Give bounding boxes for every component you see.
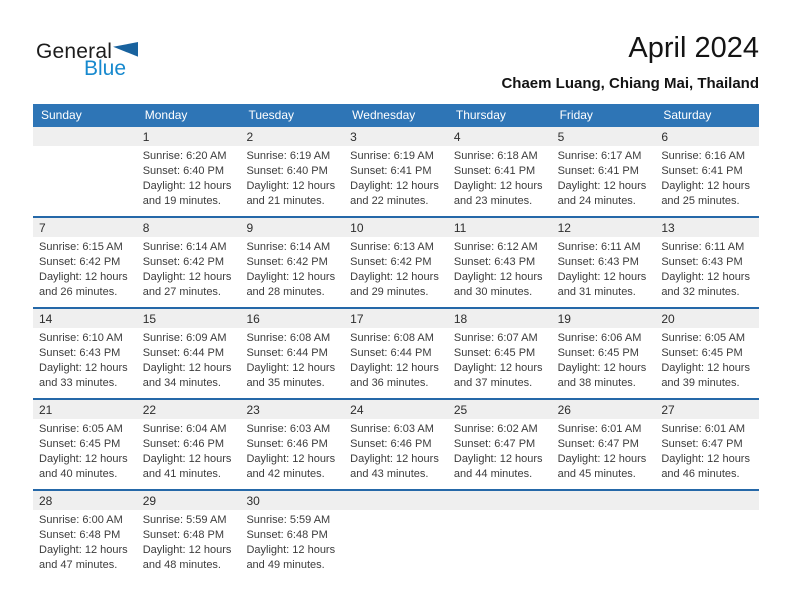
empty-day-cell xyxy=(448,510,552,573)
day-number-band xyxy=(33,127,759,146)
weekday-header-thursday: Thursday xyxy=(455,108,506,122)
sunset-text: Sunset: 6:45 PM xyxy=(557,347,639,359)
day-number-29: 29 xyxy=(142,494,157,508)
sunset-text: Sunset: 6:40 PM xyxy=(246,165,328,177)
day-number-16: 16 xyxy=(246,312,260,326)
week-row-5 xyxy=(33,489,759,580)
day-number-25: 25 xyxy=(453,403,468,417)
day-number-13: 13 xyxy=(661,221,675,235)
sunset-text: Sunset: 6:48 PM xyxy=(142,529,225,541)
daylight-line-1: Daylight: 12 hours xyxy=(557,271,647,283)
day-cell-4 xyxy=(448,146,552,209)
sunset-text: Sunset: 6:42 PM xyxy=(350,256,432,268)
weekday-header-row xyxy=(33,104,759,127)
day-number-21: 21 xyxy=(39,403,53,417)
day-cell-10 xyxy=(344,237,448,300)
daylight-line-2: and 27 minutes. xyxy=(142,286,221,298)
day-cell-5 xyxy=(552,146,656,209)
sunrise-text: Sunrise: 6:08 AM xyxy=(246,332,331,344)
day-number-27: 27 xyxy=(661,403,675,417)
logo-text-general: General xyxy=(36,40,113,63)
daylight-line-1: Daylight: 12 hours xyxy=(350,453,439,465)
day-number-band xyxy=(33,218,759,237)
weekday-header-saturday: Saturday xyxy=(663,108,712,122)
sunset-text: Sunset: 6:41 PM xyxy=(350,165,432,177)
daylight-line-1: Daylight: 12 hours xyxy=(661,362,750,374)
daylight-line-2: and 28 minutes. xyxy=(246,286,325,298)
empty-day-cell xyxy=(655,510,759,573)
sunset-text: Sunset: 6:45 PM xyxy=(453,347,536,359)
day-number-band xyxy=(33,491,759,510)
empty-day-cell xyxy=(33,146,137,209)
daylight-line-1: Daylight: 12 hours xyxy=(453,180,543,192)
day-cell-18 xyxy=(448,328,552,391)
empty-day-number-cell xyxy=(655,491,759,510)
day-cell-22 xyxy=(137,419,241,482)
daylight-line-1: Daylight: 12 hours xyxy=(39,453,128,465)
daylight-line-1: Daylight: 12 hours xyxy=(246,362,336,374)
day-cell-2 xyxy=(240,146,344,209)
day-number-30: 30 xyxy=(246,494,260,508)
sunset-text: Sunset: 6:48 PM xyxy=(39,529,121,541)
day-cell-17 xyxy=(344,328,448,391)
sunset-text: Sunset: 6:46 PM xyxy=(142,438,225,450)
sunset-text: Sunset: 6:41 PM xyxy=(557,165,639,177)
day-cell-26 xyxy=(552,419,656,482)
day-cell-9 xyxy=(240,237,344,300)
sunrise-text: Sunrise: 5:59 AM xyxy=(246,514,331,526)
daylight-line-2: and 23 minutes. xyxy=(453,195,533,207)
day-number-11: 11 xyxy=(453,221,467,235)
daylight-line-2: and 19 minutes. xyxy=(142,195,221,207)
sunset-text: Sunset: 6:47 PM xyxy=(557,438,639,450)
daylight-line-1: Daylight: 12 hours xyxy=(142,544,232,556)
daylight-line-2: and 39 minutes. xyxy=(661,377,740,389)
sunrise-text: Sunrise: 6:02 AM xyxy=(453,423,538,435)
daylight-line-2: and 47 minutes. xyxy=(39,559,118,571)
week-row-1 xyxy=(33,127,759,216)
daylight-line-1: Daylight: 12 hours xyxy=(246,544,336,556)
day-cell-12 xyxy=(552,237,656,300)
day-cell-29 xyxy=(137,510,241,573)
sunset-text: Sunset: 6:43 PM xyxy=(557,256,639,268)
sunset-text: Sunset: 6:48 PM xyxy=(246,529,328,541)
day-cell-1 xyxy=(137,146,241,209)
day-content-row xyxy=(33,237,759,307)
daylight-line-1: Daylight: 12 hours xyxy=(557,453,647,465)
daylight-line-2: and 21 minutes. xyxy=(246,195,325,207)
day-cell-15 xyxy=(137,328,241,391)
sunset-text: Sunset: 6:44 PM xyxy=(142,347,225,359)
sunrise-text: Sunrise: 6:08 AM xyxy=(350,332,434,344)
sunset-text: Sunset: 6:41 PM xyxy=(661,165,743,177)
daylight-line-2: and 35 minutes. xyxy=(246,377,325,389)
sunrise-text: Sunrise: 6:13 AM xyxy=(350,241,434,253)
day-number-band xyxy=(33,309,759,328)
daylight-line-1: Daylight: 12 hours xyxy=(350,180,439,192)
sunrise-text: Sunrise: 6:05 AM xyxy=(661,332,746,344)
sunrise-text: Sunrise: 6:09 AM xyxy=(142,332,227,344)
daylight-line-1: Daylight: 12 hours xyxy=(142,362,232,374)
sunset-text: Sunset: 6:46 PM xyxy=(350,438,432,450)
sunrise-text: Sunrise: 6:17 AM xyxy=(557,150,642,162)
daylight-line-2: and 34 minutes. xyxy=(142,377,221,389)
daylight-line-2: and 38 minutes. xyxy=(557,377,636,389)
sunrise-text: Sunrise: 6:16 AM xyxy=(661,150,746,162)
sunrise-text: Sunrise: 6:05 AM xyxy=(39,423,123,435)
daylight-line-1: Daylight: 12 hours xyxy=(142,453,232,465)
day-cell-6 xyxy=(655,146,759,209)
sunrise-text: Sunrise: 6:19 AM xyxy=(350,150,434,162)
sunrise-text: Sunrise: 6:20 AM xyxy=(142,150,227,162)
daylight-line-1: Daylight: 12 hours xyxy=(661,453,750,465)
day-number-24: 24 xyxy=(350,403,364,417)
daylight-line-1: Daylight: 12 hours xyxy=(142,271,232,283)
sunset-text: Sunset: 6:44 PM xyxy=(350,347,432,359)
daylight-line-2: and 22 minutes. xyxy=(350,195,429,207)
day-cell-28 xyxy=(33,510,137,573)
daylight-line-1: Daylight: 12 hours xyxy=(246,180,336,192)
daylight-line-1: Daylight: 12 hours xyxy=(453,271,543,283)
daylight-line-1: Daylight: 12 hours xyxy=(39,362,128,374)
day-number-20: 20 xyxy=(661,312,675,326)
sunset-text: Sunset: 6:43 PM xyxy=(661,256,743,268)
logo-flag-icon xyxy=(113,42,138,58)
day-cell-8 xyxy=(137,237,241,300)
sunset-text: Sunset: 6:42 PM xyxy=(142,256,225,268)
sunrise-text: Sunrise: 6:04 AM xyxy=(142,423,227,435)
empty-day-number-cell xyxy=(552,491,656,510)
month-title: April 2024 xyxy=(628,32,759,64)
day-number-1: 1 xyxy=(142,130,150,144)
daylight-line-2: and 24 minutes. xyxy=(557,195,636,207)
daylight-line-2: and 36 minutes. xyxy=(350,377,429,389)
day-content-row xyxy=(33,146,759,216)
sunrise-text: Sunrise: 6:03 AM xyxy=(246,423,331,435)
sunrise-text: Sunrise: 6:07 AM xyxy=(453,332,538,344)
calendar-table xyxy=(33,104,759,580)
weekday-header-monday: Monday xyxy=(144,108,188,122)
sunset-text: Sunset: 6:45 PM xyxy=(661,347,743,359)
day-content-row xyxy=(33,328,759,398)
day-cell-11 xyxy=(448,237,552,300)
daylight-line-1: Daylight: 12 hours xyxy=(246,453,336,465)
sunrise-text: Sunrise: 6:11 AM xyxy=(557,241,641,253)
empty-day-number-cell xyxy=(33,127,137,146)
daylight-line-1: Daylight: 12 hours xyxy=(557,180,647,192)
daylight-line-2: and 46 minutes. xyxy=(661,468,740,480)
sunset-text: Sunset: 6:47 PM xyxy=(661,438,743,450)
daylight-line-2: and 44 minutes. xyxy=(453,468,533,480)
sunset-text: Sunset: 6:43 PM xyxy=(453,256,536,268)
empty-day-cell xyxy=(552,510,656,573)
general-blue-logo xyxy=(36,40,138,81)
sunrise-text: Sunrise: 6:11 AM xyxy=(661,241,745,253)
daylight-line-2: and 37 minutes. xyxy=(453,377,533,389)
sunrise-text: Sunrise: 6:14 AM xyxy=(142,241,227,253)
sunrise-text: Sunrise: 6:14 AM xyxy=(246,241,331,253)
daylight-line-2: and 26 minutes. xyxy=(39,286,118,298)
title-block xyxy=(501,32,759,92)
day-number-19: 19 xyxy=(557,312,571,326)
sunrise-text: Sunrise: 6:18 AM xyxy=(453,150,538,162)
day-number-7: 7 xyxy=(39,221,46,235)
daylight-line-1: Daylight: 12 hours xyxy=(453,362,543,374)
daylight-line-2: and 43 minutes. xyxy=(350,468,429,480)
sunrise-text: Sunrise: 6:10 AM xyxy=(39,332,123,344)
sunset-text: Sunset: 6:45 PM xyxy=(39,438,121,450)
day-number-6: 6 xyxy=(661,130,668,144)
daylight-line-1: Daylight: 12 hours xyxy=(661,271,750,283)
daylight-line-1: Daylight: 12 hours xyxy=(661,180,750,192)
sunrise-text: Sunrise: 6:00 AM xyxy=(39,514,123,526)
sunrise-text: Sunrise: 5:59 AM xyxy=(142,514,227,526)
daylight-line-1: Daylight: 12 hours xyxy=(350,362,439,374)
day-number-10: 10 xyxy=(350,221,364,235)
day-content-row xyxy=(33,419,759,489)
sunset-text: Sunset: 6:42 PM xyxy=(39,256,121,268)
day-number-band xyxy=(33,400,759,419)
calendar-weeks xyxy=(33,127,759,580)
daylight-line-2: and 32 minutes. xyxy=(661,286,740,298)
sunrise-text: Sunrise: 6:06 AM xyxy=(557,332,642,344)
empty-day-number-cell xyxy=(448,491,552,510)
day-cell-19 xyxy=(552,328,656,391)
daylight-line-2: and 40 minutes. xyxy=(39,468,118,480)
sunset-text: Sunset: 6:40 PM xyxy=(142,165,225,177)
sunset-text: Sunset: 6:43 PM xyxy=(39,347,121,359)
weekday-header-friday: Friday xyxy=(559,108,593,122)
day-number-28: 28 xyxy=(39,494,53,508)
sunset-text: Sunset: 6:44 PM xyxy=(246,347,328,359)
daylight-line-1: Daylight: 12 hours xyxy=(453,453,543,465)
sunrise-text: Sunrise: 6:15 AM xyxy=(39,241,123,253)
empty-day-number-cell xyxy=(344,491,448,510)
day-number-9: 9 xyxy=(246,221,254,235)
day-number-18: 18 xyxy=(453,312,468,326)
daylight-line-1: Daylight: 12 hours xyxy=(39,544,128,556)
day-content-row xyxy=(33,510,759,580)
day-cell-20 xyxy=(655,328,759,391)
week-row-4 xyxy=(33,398,759,489)
day-number-5: 5 xyxy=(557,130,565,144)
week-row-2 xyxy=(33,216,759,307)
day-cell-23 xyxy=(240,419,344,482)
daylight-line-2: and 33 minutes. xyxy=(39,377,118,389)
week-row-3 xyxy=(33,307,759,398)
daylight-line-2: and 48 minutes. xyxy=(142,559,221,571)
daylight-line-1: Daylight: 12 hours xyxy=(557,362,647,374)
empty-day-cell xyxy=(344,510,448,573)
logo-text-blue: Blue xyxy=(84,57,127,80)
day-cell-3 xyxy=(344,146,448,209)
sunrise-text: Sunrise: 6:01 AM xyxy=(661,423,746,435)
sunrise-text: Sunrise: 6:19 AM xyxy=(246,150,331,162)
day-number-8: 8 xyxy=(142,221,150,235)
daylight-line-1: Daylight: 12 hours xyxy=(39,271,128,283)
day-cell-21 xyxy=(33,419,137,482)
day-cell-14 xyxy=(33,328,137,391)
weekday-header-wednesday: Wednesday xyxy=(352,108,416,122)
day-number-3: 3 xyxy=(350,130,357,144)
location-subtitle: Chaem Luang, Chiang Mai, Thailand xyxy=(501,75,759,92)
day-cell-25 xyxy=(448,419,552,482)
daylight-line-2: and 42 minutes. xyxy=(246,468,325,480)
day-number-26: 26 xyxy=(557,403,571,417)
daylight-line-1: Daylight: 12 hours xyxy=(142,180,232,192)
sunset-text: Sunset: 6:41 PM xyxy=(453,165,536,177)
day-number-15: 15 xyxy=(142,312,157,326)
day-cell-13 xyxy=(655,237,759,300)
daylight-line-1: Daylight: 12 hours xyxy=(246,271,336,283)
daylight-line-2: and 49 minutes. xyxy=(246,559,325,571)
day-number-22: 22 xyxy=(142,403,157,417)
daylight-line-2: and 29 minutes. xyxy=(350,286,429,298)
weekday-header-tuesday: Tuesday xyxy=(248,108,295,122)
sunrise-text: Sunrise: 6:03 AM xyxy=(350,423,434,435)
daylight-line-2: and 41 minutes. xyxy=(142,468,221,480)
day-cell-7 xyxy=(33,237,137,300)
daylight-line-2: and 25 minutes. xyxy=(661,195,740,207)
day-cell-27 xyxy=(655,419,759,482)
daylight-line-1: Daylight: 12 hours xyxy=(350,271,439,283)
sunrise-text: Sunrise: 6:01 AM xyxy=(557,423,642,435)
day-number-17: 17 xyxy=(350,312,364,326)
day-number-14: 14 xyxy=(39,312,53,326)
day-number-2: 2 xyxy=(246,130,254,144)
sunset-text: Sunset: 6:42 PM xyxy=(246,256,328,268)
day-number-4: 4 xyxy=(453,130,461,144)
day-number-12: 12 xyxy=(557,221,571,235)
sunset-text: Sunset: 6:47 PM xyxy=(453,438,536,450)
sunset-text: Sunset: 6:46 PM xyxy=(246,438,328,450)
day-number-23: 23 xyxy=(246,403,260,417)
daylight-line-2: and 31 minutes. xyxy=(557,286,636,298)
daylight-line-2: and 45 minutes. xyxy=(557,468,636,480)
weekday-header-sunday: Sunday xyxy=(41,108,82,122)
day-cell-30 xyxy=(240,510,344,573)
daylight-line-2: and 30 minutes. xyxy=(453,286,533,298)
day-cell-24 xyxy=(344,419,448,482)
sunrise-text: Sunrise: 6:12 AM xyxy=(453,241,538,253)
day-cell-16 xyxy=(240,328,344,391)
